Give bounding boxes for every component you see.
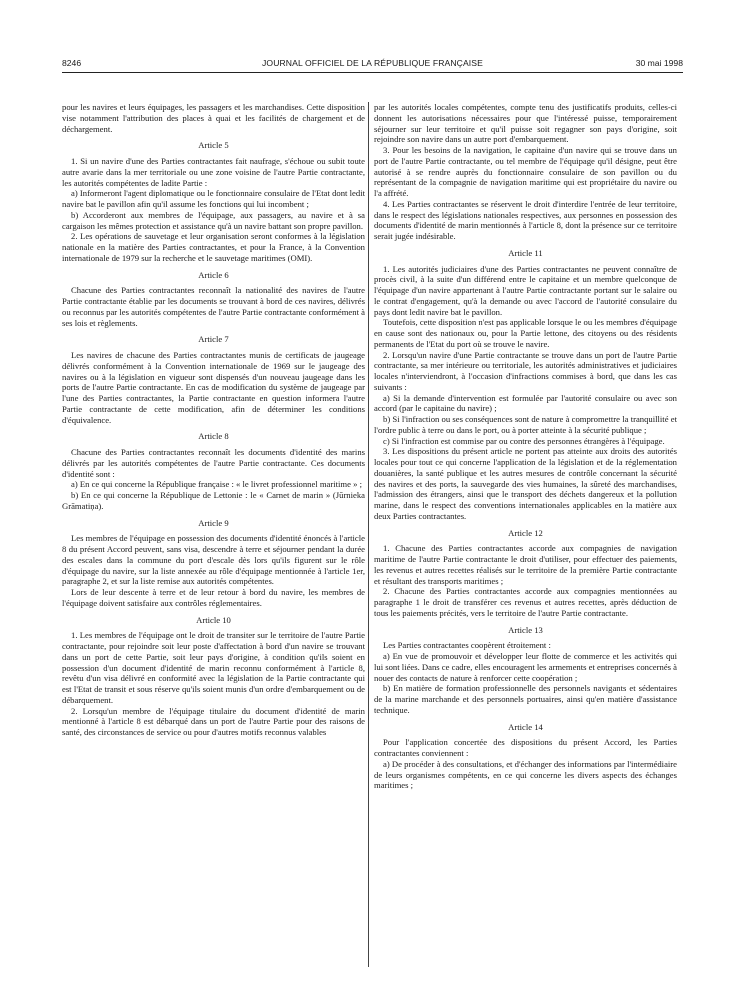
paragraph: a) Si la demande d'intervention est formulée par l'autorité consulaire ou avec son accord (par le capitaine du navire) ; <box>374 392 677 414</box>
article-heading: Article 11 <box>508 247 543 258</box>
paragraph: a) En vue de promouvoir et développer leur flotte de commerce et les activités qui lui sont liées. Dans ce cadre, elles encouragent les armements et entreprises concernés à nouer des contacts de nature à renforcer cette coopération ; <box>374 651 677 683</box>
paragraph: b) En ce qui concerne la République de Lettonie : le « Carnet de marin » (Jūrnieka Grāmatiņa). <box>62 490 365 511</box>
paragraph: 2. Les opérations de sauvetage et leur organisation seront conformes à la législation nationale en la matière des Parties contractantes, et pour la France, à la Convention internationale de 1979 sur la recherche et le sauvetage maritimes (OMI). <box>62 231 365 263</box>
paragraph: Les membres de l'équipage en possession des documents d'identité énoncés à l'article 8 du présent Accord peuvent, sans visa, descendre à terre et séjourner pendant la durée des escales dans la commune du port d'escale dès lors qu'ils figurent sur le rôle d'équipage du navire, sur la liste annexée au rôle d'équipage mentionnée à l'article 1er, paragraphe 2, et sur la liste remise aux autorités compétentes. <box>62 533 365 587</box>
paragraph: 1. Chacune des Parties contractantes accorde aux compagnies de navigation maritime de l'autre Partie contractante le droit d'utiliser, pour effectuer des paiements, les revenus et autres recettes réalisés sur le territoire de la première Partie contractante et résultant des transports maritimes ; <box>374 543 677 586</box>
column-divider <box>368 102 369 967</box>
header-rule <box>62 72 683 73</box>
paragraph: 2. Lorsqu'un navire d'une Partie contractante se trouve dans un port de l'autre Partie contractante, sa mer intérieure ou territoriale, les autorités administratives et judiciaires locales n'interviendront, à l'occasion d'infractions commises à bord, que dans les cas suivants : <box>374 349 677 392</box>
paragraph: Toutefois, cette disposition n'est pas applicable lorsque le ou les membres d'équipage en cause sont des nationaux ou, pour la Partie lettone, des citoyens ou des résidents permanents de l'Etat du port où se trouve le navire. <box>374 317 677 349</box>
article-heading: Article 9 <box>198 517 229 528</box>
article-heading: Article 10 <box>196 614 231 625</box>
article-heading: Article 8 <box>198 431 229 442</box>
article-heading: Article 7 <box>198 334 229 345</box>
paragraph: b) En matière de formation professionnelle des personnels navigants et sédentaires de la marine marchande et des personnels portuaires, ainsi qu'en matière d'assistance technique. <box>374 683 677 715</box>
article-heading: Article 13 <box>508 624 543 635</box>
paragraph: 1. Si un navire d'une des Parties contractantes fait naufrage, s'échoue ou subit toute autre avarie dans la mer territoriale ou une zone voisine de l'autre Partie contractante, les autorités compétentes de ladite Partie : <box>62 156 365 188</box>
paragraph: Les navires de chacune des Parties contractantes munis de certificats de jaugeage délivrés conformément à la Convention internationale de 1969 sur le jaugeage des navires ou à la législation en vigueur sont dispensés d'un nouveau jaugeage dans les ports de l'autre Partie contractante. En cas de modification du système de jaugeage par l'une des Parties contractantes, la Partie contractante en question informera l'autre Partie contractante de cette modification, afin de déterminer les conditions d'équivalence. <box>62 350 365 425</box>
page-header <box>62 58 683 72</box>
right-column <box>374 102 677 791</box>
paragraph: a) Informeront l'agent diplomatique ou le fonctionnaire consulaire de l'Etat dont ledit navire bat le pavillon afin qu'il assume les fonctions qui lui incombent ; <box>62 188 365 209</box>
paragraph: Chacune des Parties contractantes reconnaît la nationalité des navires de l'autre Partie contractante établie par les documents se trouvant à bord de ces navires, délivrés ou reconnus par les autorités compétentes de l'autre Partie contractante conformément à ses lois et règlements. <box>62 285 365 328</box>
paragraph: a) De procéder à des consultations, et d'échanger des informations par l'intermédiaire de leurs organismes compétents, en ce qui concerne les divers aspects des échanges maritimes ; <box>374 758 677 791</box>
paragraph: Chacune des Parties contractantes reconnaît les documents d'identité des marins délivrés par les autorités compétentes de l'autre Partie contractante. Ces documents d'identité sont : <box>62 447 365 479</box>
paragraph: 1. Les autorités judiciaires d'une des Parties contractantes ne peuvent connaître de procès civil, à la suite d'un différend entre le capitaine et un membre quelconque de l'équipage d'un navire appartenant à l'autre Partie contractante portant sur le salaire ou le contrat d'engagement, qu'à la demande ou avec l'accord de l'autorité consulaire du pays dont ledit navire bat le pavillon. <box>374 263 677 317</box>
paragraph: 2. Lorsqu'un membre de l'équipage titulaire du document d'identité de marin mentionné à l'article 8 est débarqué dans un port de l'autre Partie pour des raisons de santé, des circonstances de service ou pour d'autres motifs reconnus valables <box>62 705 365 737</box>
article-heading: Article 12 <box>508 527 543 538</box>
paragraph: 3. Pour les besoins de la navigation, le capitaine d'un navire qui se trouve dans un port de l'autre Partie contractante, ou tel membre de l'équipage qu'il désigne, peut être autorisé à se rendre auprès du fonctionnaire consulaire de son pavillon ou du représentant de la compagnie de navigation maritime qui est propriétaire du navire ou l'a affrété. <box>374 145 677 198</box>
paragraph: 2. Chacune des Parties contractantes accorde aux compagnies mentionnées au paragraphe 1 le droit de transférer ces revenus et autres recettes, après déduction de tous les paiements précités, vers le territoire de l'autre Partie contractante. <box>374 586 677 618</box>
paragraph: b) Si l'infraction ou ses conséquences sont de nature à compromettre la tranquillité et l'ordre public à terre ou dans le port, ou à porter atteinte à la sécurité publique ; <box>374 414 677 435</box>
left-column <box>62 102 365 738</box>
article-heading: Article 5 <box>198 140 229 151</box>
paragraph: Pour l'application concertée des dispositions du présent Accord, les Parties contractantes conviennent : <box>374 737 677 758</box>
article-heading: Article 14 <box>508 721 543 732</box>
article-heading: Article 6 <box>198 269 229 280</box>
paragraph: Les Parties contractantes coopèrent étroitement : <box>383 640 551 651</box>
journal-title: JOURNAL OFFICIEL DE LA RÉPUBLIQUE FRANÇAISE <box>262 58 483 68</box>
paragraph: Lors de leur descente à terre et de leur retour à bord du navire, les membres de l'équipage doivent satisfaire aux contrôles réglementaires. <box>62 587 365 608</box>
paragraph: 3. Les dispositions du présent article ne portent pas atteinte aux droits des autorités locales pour tout ce qui concerne l'application de la législation et de la réglementation douanières, la santé publique et les autres mesures de contrôle concernant la sécurité des navires et des ports, la sauvegarde des vies humaines, la sûreté des marchandises, l'admission des étrangers, ainsi que le transport des déchets dangereux et la pollution marine, dans le respect des conventions internationales applicables en la matière aux deux Parties contractantes. <box>374 446 677 521</box>
paragraph: a) En ce qui concerne la République française : « le livret professionnel maritime » ; <box>71 479 362 490</box>
paragraph: 4. Les Parties contractantes se réservent le droit d'interdire l'entrée de leur territoire, dans le respect des législations nationales respectives, aux personnes en possession des documents d'identité de marin mentionnés à l'article 8, dont la présence sur ce territoire serait jugée indésirable. <box>374 198 677 241</box>
page-number: 8246 <box>62 58 82 68</box>
paragraph: c) Si l'infraction est commise par ou contre des personnes étrangères à l'équipage. <box>383 435 665 446</box>
paragraph: pour les navires et leurs équipages, les passagers et les marchandises. Cette disposition vise notamment l'attribution des places à quai et les facilités de chargement et de déchargement. <box>62 102 365 134</box>
publication-date: 30 mai 1998 <box>635 58 683 68</box>
paragraph: 1. Les membres de l'équipage ont le droit de transiter sur le territoire de l'autre Partie contractante, pour rejoindre soit leur poste d'affectation à bord d'un navire se trouvant dans un port de cette Partie, soit leur pays d'origine, à condition qu'ils soient en possession d'un document d'identité de marin reconnu conformément à l'article 8, revêtu d'un visa délivré en conformité avec la législation de la Partie contractante qui est l'Etat de transit et sous réserve qu'ils soient munis d'un ordre d'embarquement ou de débarquement. <box>62 630 365 705</box>
paragraph: b) Accorderont aux membres de l'équipage, aux passagers, au navire et à sa cargaison les mêmes protection et assistance qu'à un navire battant son propre pavillon. <box>62 209 365 231</box>
paragraph: par les autorités locales compétentes, compte tenu des justificatifs produits, celles-ci donnent les autorisations nécessaires pour que l'intéressé puisse, temporairement séjourner sur leur territoire et qu'il puisse soit regagner son pays d'origine, soit rejoindre son navire dans un autre port d'embarquement. <box>374 102 677 145</box>
